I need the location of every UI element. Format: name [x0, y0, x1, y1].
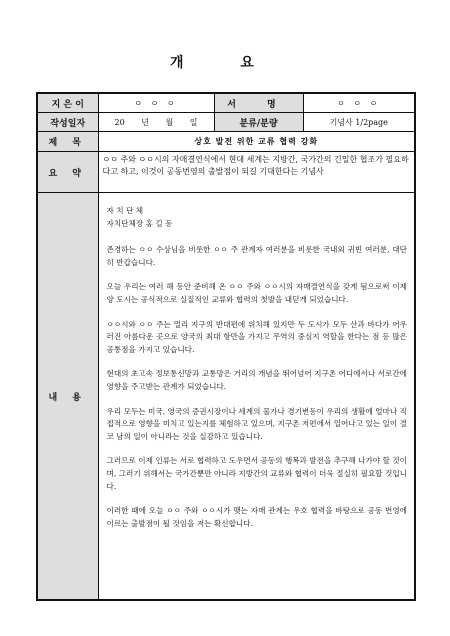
paragraph: 존경하는 ㅇㅇ 수상님을 비롯한 ㅇㅇ 주 관계자 여러분을 비롯한 국내외 귀빈 여러분, 대단히 반갑습니다. — [106, 245, 407, 267]
category-value: 기념사 1/2page — [303, 113, 415, 132]
date-row — [37, 113, 415, 132]
summary-row — [37, 152, 415, 193]
category-label: 분류/분량 — [214, 113, 303, 132]
signature-value: ㅇ ㅇ ㅇ — [303, 93, 415, 113]
paragraph: 우리 모두는 미국, 영국의 증권시장이나 세계의 물가나 경기변동이 우리의 생활에 얼마나 직접적으로 영향을 미치고 있는지를 체험하고 있으며, 지구촌 저편에서 일어나고 있는 일이 결코 남의 일이 아니라는 것을 실감하고 있습니다. — [106, 406, 407, 441]
paragraph: 이러한 때에 오늘 ㅇㅇ 주와 ㅇㅇ시가 맺는 자매 관계는 우호 협력을 바탕으로 공동 번영에 이르는 출발점이 될 것임을 저는 확신합니다. — [106, 506, 407, 528]
paragraph: 현대의 초고속 정보통신망과 교통망은 거리의 개념을 뛰어넘어 지구촌 어디에서나 서로간에 영향을 주고받는 관계가 되었습니다. — [106, 369, 407, 391]
paragraph: 그러므로 이제 인류는 서로 협력하고 도우면서 공동의 행복과 발전을 추구해 나가야 할 것이며, 그러기 위해서는 국가간뿐만 아니라 지방간의 교류와 협력이 더욱 절실히 필요할 것입니다. — [106, 456, 407, 491]
subject-label: 제 목 — [37, 132, 98, 152]
subject-value: 상호 발전 위한 교류 협력 강화 — [98, 132, 415, 152]
summary-table — [36, 92, 416, 601]
date-value: 20 년 월 일 — [98, 113, 214, 132]
signature-label: 서 명 — [214, 93, 303, 113]
subject-row — [37, 132, 415, 152]
summary-text: ㅇㅇ 주와 ㅇㅇ시의 자매결연식에서 현대 세계는 지방간, 국가간의 긴밀한 협조가 필요하다고 하고, 이것이 공동번영의 출발점이 되길 기대한다는 기념사 — [98, 152, 415, 193]
date-label: 작성일자 — [37, 113, 98, 132]
paragraph: 오늘 우리는 여러 해 동안 준비해 온 ㅇㅇ 주와 ㅇㅇ시의 자매결연식을 갖게 됨으로써 이제 양 도시는 공식적으로 실질적인 교류와 협력의 첫발을 내딛게 되었습니다. — [106, 282, 407, 304]
author-value: ㅇ ㅇ ㅇ — [98, 93, 214, 113]
speaker-name: 자치단체장 홍 길 동 — [106, 218, 173, 228]
author-label: 지 은 이 — [37, 93, 98, 113]
document-title: 개 요 — [170, 55, 280, 71]
content-body — [98, 193, 415, 601]
summary-label: 요 약 — [37, 152, 98, 193]
content-row — [37, 193, 415, 601]
author-row — [37, 93, 415, 113]
organization-name: 자 치 단 체 — [106, 206, 144, 215]
content-label: 내 용 — [37, 193, 98, 601]
paragraph: ㅇㅇ시와 ㅇㅇ 주는 멀리 지구의 반대편에 위치해 있지만 두 도시가 모두 산과 바다가 어우러진 아름다운 곳으로 양국의 최대 항만을 가지고 무역의 중심지 역할을 한다는 점 등 많은 공통점을 가지고 있습니다. — [106, 319, 407, 354]
